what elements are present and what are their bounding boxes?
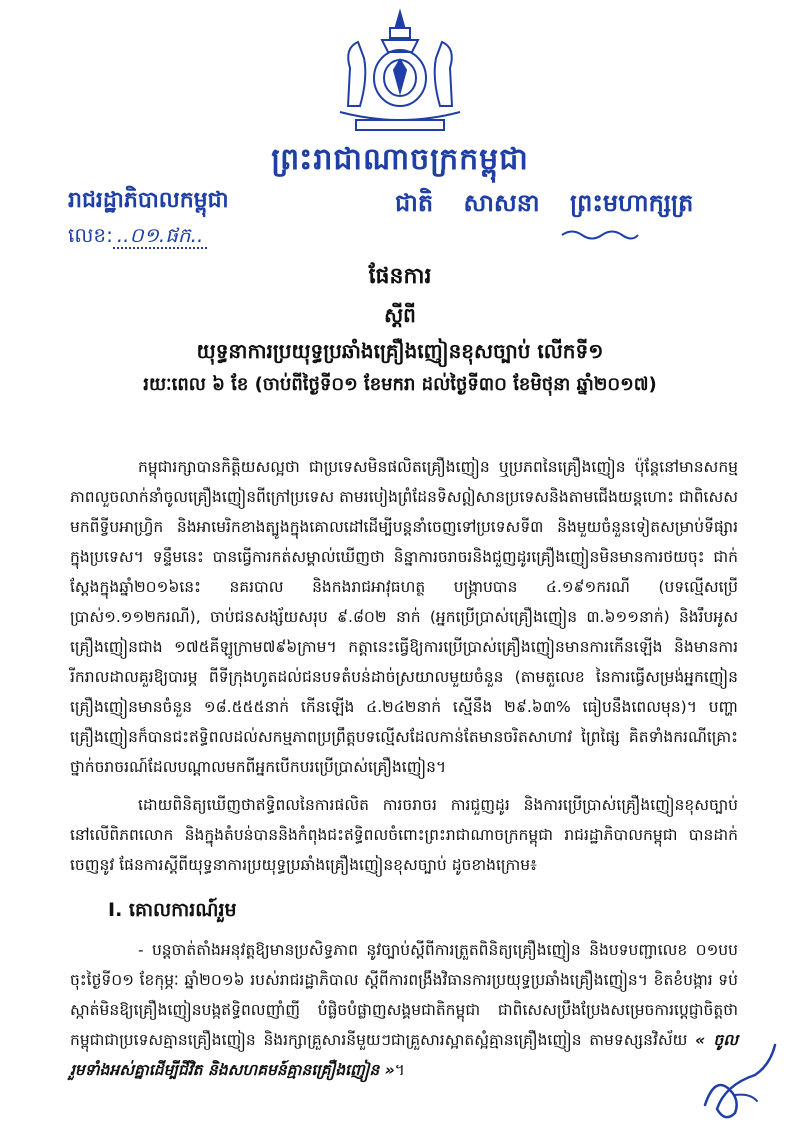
reference-label: លេខ:: [68, 223, 113, 247]
ornament-divider: [560, 228, 640, 242]
paragraph-context: ដោយពិនិត្យឃើញថាឥទ្ធិពលនៃការផលិត ការចរាចរ ការជួញដូរ និងការប្រើប្រាស់គ្រឿងញៀនខុសច្បាប់នៅលើពិភពលោក និងក្នុងតំបន់បាននិងកំពុងជះឥទ្ធិពលចំពោះព្រះរាជាណាចក្រកម្ពុជា រាជរដ្ឋាភិបាលកម្ពុជា បានដាក់ចេញនូវ ផែនការស្តីពីយុទ្ធនាការប្រយុទ្ធប្រឆាំងគ្រឿងញៀនខុសច្បាប់ ដូចខាងក្រោម៖: [70, 796, 738, 874]
handwritten-signature: [695, 1035, 785, 1125]
section-number: I.: [108, 899, 123, 921]
reference-number: [68, 222, 207, 252]
national-motto: ជាតិ សាសនា ព្រះមហាក្សត្រ: [395, 189, 694, 217]
section-title: គោលការណ៍រួម: [128, 899, 237, 921]
reference-value: ..០១.ផក..: [113, 223, 207, 249]
kingdom-heading: ព្រះរាជាណាចក្រកម្ពុជា: [271, 142, 529, 177]
campaign-slogan: « ចូលរួមទាំងអស់គ្នាដើម្បីជីវិត និងសហគមន៍គ្មានគ្រឿងញៀន »: [70, 1031, 738, 1079]
document-title: ផែនការ: [368, 264, 432, 289]
royal-emblem: [330, 8, 470, 138]
section-heading: [108, 898, 237, 926]
document-subject-label: ស្តីពី: [384, 303, 416, 327]
document-period: រយៈពេល ៦ ខែ (ចាប់ពីថ្ងៃទី០១ ខែមករា ដល់ថ្ងៃទី៣០ ខែមិថុនា ឆ្នាំ២០១៧): [143, 374, 657, 395]
principles-end: ។: [394, 1061, 405, 1079]
paragraph-intro: កម្ពុជារក្សាបានកិត្តិយសល្អថា ជាប្រទេសមិនផលិតគ្រឿងញៀន ឬប្រភពនៃគ្រឿងញៀន ប៉ុន្តែនៅមានសកម្មភាពលួចលាក់នាំចូលគ្រឿងញៀនពីក្រៅប្រទេស តាមរបៀងព្រំដែនទិសឦសានប្រទេសនិងតាមជើងយន្តហោះ ជាពិសេសមកពីទ្វីបអាហ្វ្រិក និងអាមេរិកខាងត្បូងក្នុងគោលដៅដើម្បីបន្តនាំចេញទៅប្រទេសទី៣ និងមួយចំនួនទៀតសម្រាប់ទីផ្សារក្នុងប្រទេស។ ទន្ទឹមនេះ បានធ្វើការកត់សម្គាល់ឃើញថា និន្នាការចរាចរនិងជួញដូរគ្រឿងញៀនមិនមានការថយចុះ ជាក់ស្តែងក្នុងឆ្នាំ២០១៦នេះ នគរបាល និងកងរាជអាវុធហត្ថ បង្ក្រាបបាន ៤.១៩១ករណី (បទល្មើសប្រើប្រាស់១.១១២ករណី), ចាប់ជនសង្ស័យសរុប ៩.៨០២ នាក់ (អ្នកប្រើប្រាស់គ្រឿងញៀន ៣.៦១១នាក់) និងរឹបអូសគ្រឿងញៀនជាង ១៧៥គីឡូក្រាម៧៩៦ក្រាម។ កត្តានេះធ្វើឱ្យការប្រើប្រាស់គ្រឿងញៀនមានការកើនឡើង និងមានការរីករាលដាលគួរឱ្យបារម្ភ ពីទីក្រុងហូតដល់ជនបទតំបន់ដាច់ស្រយាលមួយចំនួន (តាមតួលេខ នៃការធ្វើសម្រង់អ្នកញៀនគ្រឿងញៀនមានចំនួន ១៨.៥៥៥នាក់ កើនឡើង ៤.២៤២នាក់ ស្មើនឹង ២៩.៦៣% ធៀបនឹងពេលមុន)។ បញ្ហាគ្រឿងញៀនក៏បានជះឥទ្ធិពលដល់សកម្មភាពប្រព្រឹត្តបទល្មើសដែលកាន់តែមានចរិតសាហាវ ព្រៃផ្សៃ គិតទាំងករណីគ្រោះថ្នាក់ចរាចរណ៍ដែលបណ្តាលមកពីអ្នកបើកបរប្រើប្រាស់គ្រឿងញៀន។: [70, 458, 738, 776]
principles-text: - បន្តចាត់តាំងអនុវត្តឱ្យមានប្រសិទ្ធភាព នូវច្បាប់ស្តីពីការត្រួតពិនិត្យគ្រឿងញៀន និងបទបញ្ជាលេខ ០១បប ចុះថ្ងៃទី០១ ខែកុម្ភៈ ឆ្នាំ២០១៦ របស់រាជរដ្ឋាភិបាល ស្តីពីការពង្រឹងវិធានការប្រយុទ្ធប្រឆាំងគ្រឿងញៀន។ ខិតខំបង្ការ ទប់ស្កាត់មិនឱ្យគ្រឿងញៀនបង្កឥទ្ធិពលញាំញី បំផ្លិចបំផ្លាញសង្គមជាតិកម្ពុជា ជាពិសេសប្រឹងប្រែងសម្រេចការប្តេជ្ញាចិត្តថា កម្ពុជាជាប្រទេសគ្មានគ្រឿងញៀន និងរក្សាគ្រួសារនីមួយៗជាគ្រួសារស្អាតស្អំគ្មានគ្រឿងញៀន តាមទស្សនវិស័យ: [70, 941, 738, 1049]
document-subject: យុទ្ធនាការប្រយុទ្ធប្រឆាំងគ្រឿងញៀនខុសច្បាប់ លើកទី១: [196, 339, 604, 363]
issuer-name: រាជរដ្ឋាភិបាលកម្ពុជា: [68, 188, 229, 213]
paragraph-principles: [70, 935, 738, 1085]
